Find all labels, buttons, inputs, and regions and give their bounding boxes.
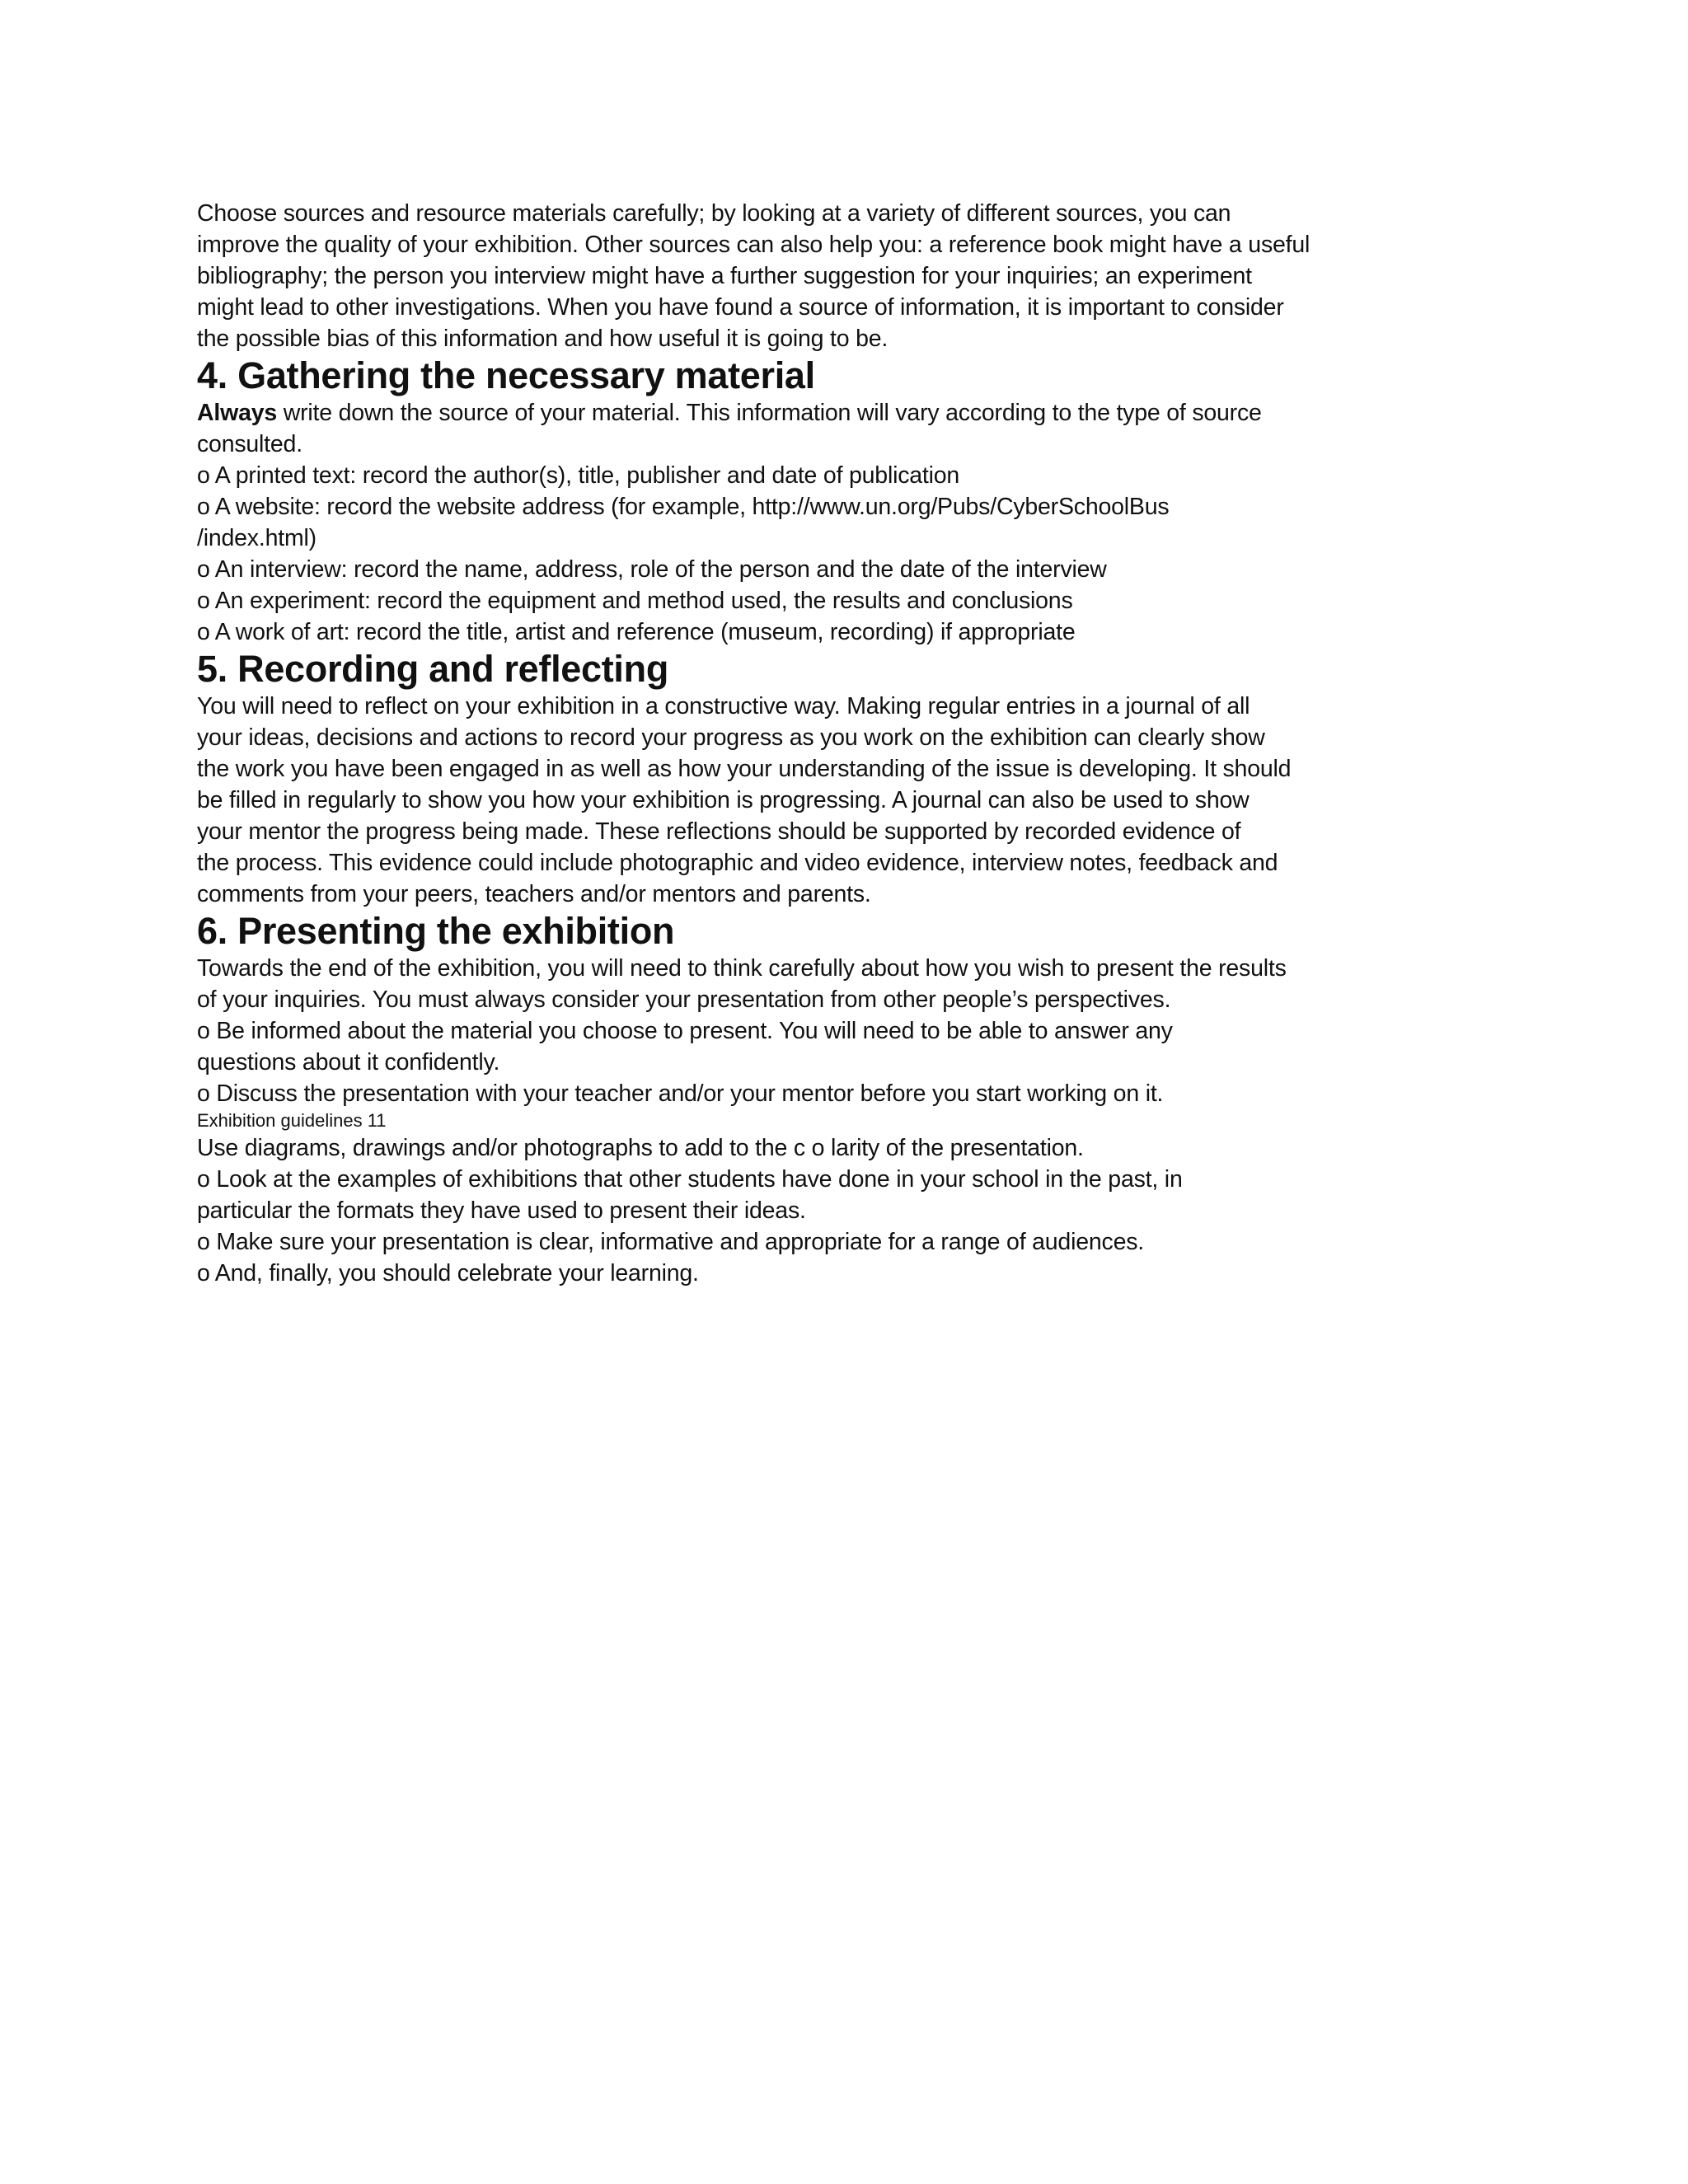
section-line: the work you have been engaged in as well as how your understanding of the issue is developing. It should — [197, 756, 1292, 782]
intro-line: bibliography; the person you interview might have a further suggestion for your inquiries; an experiment — [197, 263, 1252, 289]
section-presenting-exhibition — [197, 912, 1417, 1289]
list-item: o Discuss the presentation with your teacher and/or your mentor before you start working on it. — [197, 1080, 1164, 1107]
page-footer: Exhibition guidelines 11 — [197, 1110, 387, 1131]
list-item: o A printed text: record the author(s), title, publisher and date of publication — [197, 462, 960, 489]
section-line: Towards the end of the exhibition, you will need to think carefully about how you wish to present the results — [197, 955, 1287, 982]
section-line: consulted. — [197, 431, 302, 457]
intro-paragraph — [197, 198, 1417, 354]
section-recording-reflecting — [197, 649, 1417, 910]
section-line: comments from your peers, teachers and/or mentors and parents. — [197, 881, 871, 907]
list-item: o Look at the examples of exhibitions that other students have done in your school in the past, in — [197, 1166, 1183, 1193]
list-item: o Be informed about the material you choose to present. You will need to be able to answer any — [197, 1018, 1173, 1044]
section-line: your mentor the progress being made. These reflections should be supported by recorded evidence of — [197, 818, 1241, 845]
section-line: of your inquiries. You must always consider your presentation from other people’s perspectives. — [197, 987, 1171, 1013]
list-item: o A website: record the website address (for example, http://www.un.org/Pubs/CyberSchoolBus — [197, 494, 1170, 520]
list-item-continuation: /index.html) — [197, 525, 316, 551]
section-line: You will need to reflect on your exhibition in a constructive way. Making regular entries in a journal of all — [197, 693, 1250, 719]
always-emphasis: Always — [197, 400, 278, 426]
section-line — [197, 397, 1417, 429]
intro-line: the possible bias of this information and how useful it is going to be. — [197, 326, 889, 352]
list-item: o And, finally, you should celebrate your learning. — [197, 1260, 699, 1286]
document-page — [197, 198, 1417, 1289]
section-gathering-material — [197, 356, 1417, 648]
list-item: o An interview: record the name, address, role of the person and the date of the interview — [197, 556, 1107, 583]
section-heading: 5. Recording and reflecting — [197, 648, 669, 690]
list-item: o Make sure your presentation is clear, informative and appropriate for a range of audiences. — [197, 1229, 1144, 1255]
intro-line: improve the quality of your exhibition. Other sources can also help you: a reference book might have a useful — [197, 232, 1311, 258]
list-item: o A work of art: record the title, artist and reference (museum, recording) if appropriate — [197, 619, 1076, 645]
section-line: Use diagrams, drawings and/or photographs to add to the c o larity of the presentation. — [197, 1135, 1084, 1161]
section-line: be filled in regularly to show you how your exhibition is progressing. A journal can also be used to show — [197, 787, 1250, 813]
list-item-continuation: particular the formats they have used to present their ideas. — [197, 1197, 806, 1224]
section-heading: 4. Gathering the necessary material — [197, 354, 815, 396]
intro-line: might lead to other investigations. When you have found a source of information, it is important to consider — [197, 294, 1284, 321]
list-item-continuation: questions about it confidently. — [197, 1049, 500, 1076]
section-line: the process. This evidence could include photographic and video evidence, interview notes, feedback and — [197, 850, 1278, 876]
list-item: o An experiment: record the equipment and method used, the results and conclusions — [197, 588, 1073, 614]
section-line: your ideas, decisions and actions to record your progress as you work on the exhibition can clearly show — [197, 724, 1265, 751]
always-text: write down the source of your material. This information will vary according to the type of source — [277, 400, 1262, 426]
intro-line: Choose sources and resource materials carefully; by looking at a variety of different sources, you can — [197, 200, 1231, 227]
section-heading: 6. Presenting the exhibition — [197, 910, 675, 952]
